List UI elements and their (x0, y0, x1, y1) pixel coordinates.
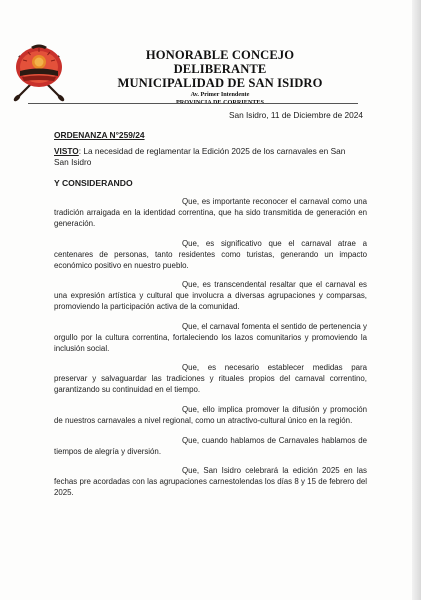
visto-section (54, 146, 362, 168)
institution-header (100, 48, 340, 107)
considerando-paragraph: Que, San Isidro celebrará la edición 2025 en las fechas pre acordadas con las agrupaciones carnestolendas los días 8 y 15 de febrero del 2025. (54, 466, 367, 498)
page-edge-shadow (412, 0, 421, 600)
considerando-paragraph: Que, es necesario establecer medidas para preservar y salvaguardar las tradiciones y rituales propios del carnaval correntino, garantizando su continuidad en el tiempo. (54, 363, 367, 395)
faded-stamp-mark (272, 532, 352, 562)
header-address: Av. Primer Intendente (190, 91, 250, 98)
header-title-line2: MUNICIPALIDAD DE SAN ISIDRO (117, 76, 323, 90)
considerando-paragraph: Que, es importante reconocer el carnaval como una tradición arraigada en la identidad correntina, que ha sido transmitida de generación en generación. (54, 197, 367, 228)
considerando-paragraph: Que, ello implica promover la difusión y promoción de nuestros carnavales a nivel regional, como un atractivo-cultural único en la región. (54, 404, 367, 425)
considerando-paragraph: Que, es significativo que el carnaval atrae a centenares de personas, tanto residentes como turistas, generando un impacto económico positivo en nuestro pueblo. (54, 238, 367, 270)
visto-label: VISTO (54, 146, 79, 156)
ordinance-number: ORDENANZA N°259/24 (54, 130, 145, 140)
header-divider (28, 103, 358, 104)
considerando-paragraph: Que, es transcendental resaltar que el carnaval es una expresión artística y cultural que involucra a diversas agrupaciones y comparsas, promoviendo la participación activa de la comunidad. (54, 280, 367, 312)
header-title-line1: HONORABLE CONCEJO DELIBERANTE (145, 48, 295, 76)
considerando-paragraph: Que, el carnaval fomenta el sentido de pertenencia y orgullo por la cultura correntina, fortaleciendo los lazos comunitarios y promoviendo la inclusión social. (54, 321, 367, 353)
document-date: San Isidro, 11 de Diciembre de 2024 (228, 110, 363, 120)
considerando-paragraphs (54, 196, 367, 507)
visto-text: : La necesidad de reglamentar la Edición 2025 de los carnavales en San San Isidro (54, 146, 346, 167)
municipal-crest-logo (9, 40, 69, 102)
considerando-heading: Y CONSIDERANDO (54, 178, 133, 188)
considerando-paragraph: Que, cuando hablamos de Carnavales hablamos de tiempos de alegría y diversión. (54, 435, 367, 456)
